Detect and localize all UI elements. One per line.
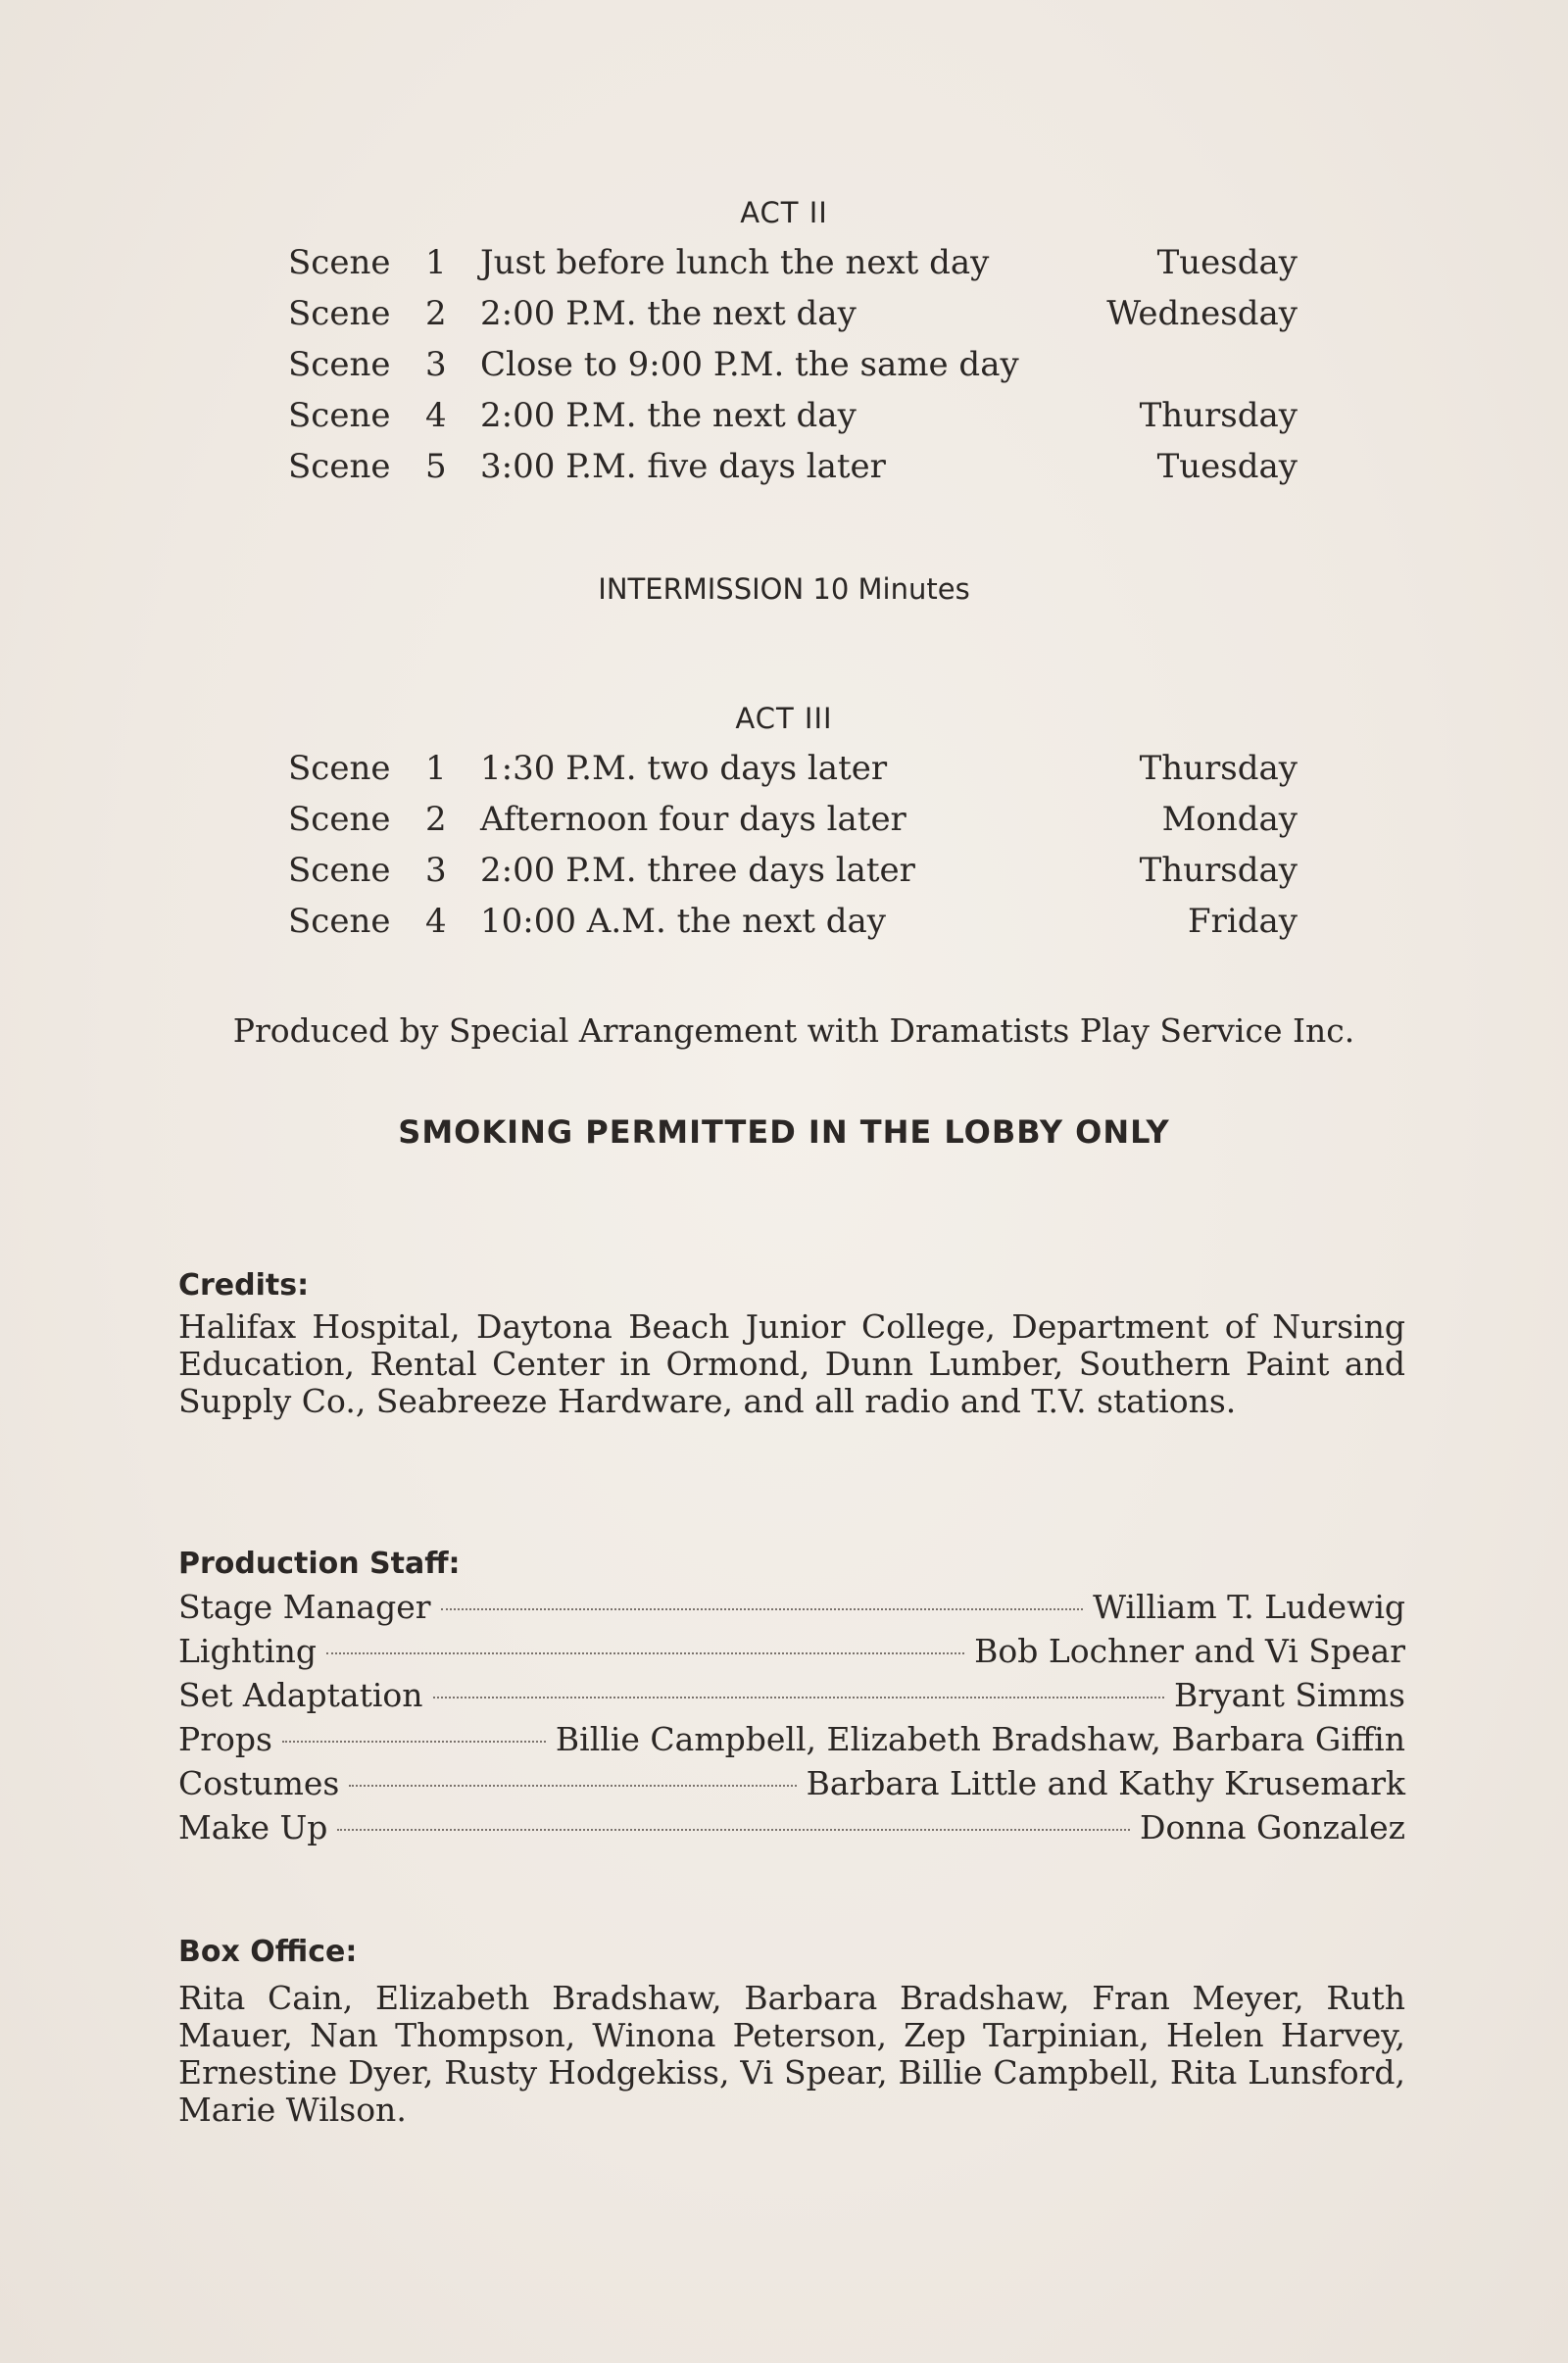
dot-leader xyxy=(282,1741,546,1743)
scene-number: 1 xyxy=(425,243,447,282)
staff-role: Lighting xyxy=(178,1632,318,1670)
scene-day: Tuesday xyxy=(1156,447,1298,486)
scene-description: Afternoon four days later xyxy=(480,800,906,839)
box-office-text: Rita Cain, Elizabeth Bradshaw, Barbara Bradshaw, Fran Meyer, Ruth Mauer, Nan Thompson, Winona Peterson, Zep Tarpinian, Helen Harvey, Ernestine Dyer, Rusty Hodgekiss, Vi Spear, Billie Campbell, Rita Lunsford, Marie Wilson. xyxy=(178,1979,1405,2129)
scene-description: 2:00 P.M. the next day xyxy=(480,396,857,435)
produced-by-line: Produced by Special Arrangement with Dramatists Play Service Inc. xyxy=(232,1011,1355,1050)
scene-label: Scene xyxy=(288,749,391,788)
staff-names: Bob Lochner and Vi Spear xyxy=(974,1632,1405,1670)
scene-label: Scene xyxy=(288,396,391,435)
intermission-notice: INTERMISSION 10 Minutes xyxy=(598,572,970,606)
scene-number: 2 xyxy=(425,294,447,333)
scene-label: Scene xyxy=(288,902,391,941)
act-2-scene-row xyxy=(288,241,1298,284)
staff-role: Props xyxy=(178,1720,272,1758)
scene-description: Just before lunch the next day xyxy=(480,243,990,282)
scene-number: 4 xyxy=(425,396,447,435)
scene-number: 5 xyxy=(425,447,447,486)
scene-day: Thursday xyxy=(1139,396,1298,435)
act-3-scene-row xyxy=(288,798,1298,841)
staff-row xyxy=(178,1806,1405,1849)
act-3-scene-row xyxy=(288,849,1298,892)
scene-day: Friday xyxy=(1188,902,1298,941)
scene-description: 2:00 P.M. three days later xyxy=(480,851,915,890)
act-3-title: ACT III xyxy=(735,702,833,735)
box-office-heading: Box Office: xyxy=(178,1935,358,1969)
staff-role: Costumes xyxy=(178,1764,340,1802)
scene-number: 1 xyxy=(425,749,447,788)
staff-names: Bryant Simms xyxy=(1173,1676,1405,1714)
scene-label: Scene xyxy=(288,294,391,333)
scene-day: Wednesday xyxy=(1106,294,1298,333)
scene-description: 3:00 P.M. five days later xyxy=(480,447,886,486)
dot-leader xyxy=(337,1829,1130,1831)
staff-role: Set Adaptation xyxy=(178,1676,423,1714)
scene-day: Tuesday xyxy=(1156,243,1298,282)
scene-label: Scene xyxy=(288,800,391,839)
dot-leader xyxy=(326,1652,964,1654)
act-2-title: ACT II xyxy=(740,196,828,229)
act-2-scene-row xyxy=(288,343,1298,386)
scene-number: 4 xyxy=(425,902,447,941)
staff-names: Donna Gonzalez xyxy=(1139,1808,1405,1846)
scene-label: Scene xyxy=(288,851,391,890)
scene-number: 2 xyxy=(425,800,447,839)
staff-row xyxy=(178,1762,1405,1805)
scene-number: 3 xyxy=(425,345,447,384)
scene-number: 3 xyxy=(425,851,447,890)
dot-leader xyxy=(349,1785,796,1787)
scene-day: Thursday xyxy=(1139,749,1298,788)
scene-label: Scene xyxy=(288,243,391,282)
scene-label: Scene xyxy=(288,345,391,384)
staff-role: Make Up xyxy=(178,1808,328,1846)
dot-leader xyxy=(441,1608,1084,1610)
scene-description: 1:30 P.M. two days later xyxy=(480,749,888,788)
production-staff-heading: Production Staff: xyxy=(178,1547,461,1581)
staff-role: Stage Manager xyxy=(178,1588,431,1626)
scene-day: Monday xyxy=(1161,800,1298,839)
staff-row xyxy=(178,1718,1405,1761)
staff-row xyxy=(178,1586,1405,1629)
scene-description: Close to 9:00 P.M. the same day xyxy=(480,345,1019,384)
staff-row xyxy=(178,1630,1405,1673)
act-3-scene-row xyxy=(288,900,1298,943)
dot-leader xyxy=(433,1697,1164,1698)
act-2-scene-row xyxy=(288,445,1298,488)
staff-row xyxy=(178,1674,1405,1717)
smoking-notice: SMOKING PERMITTED IN THE LOBBY ONLY xyxy=(398,1113,1170,1151)
staff-names: William T. Ludewig xyxy=(1093,1588,1405,1626)
staff-names: Billie Campbell, Elizabeth Bradshaw, Barbara Giffin xyxy=(555,1720,1405,1758)
act-3-scene-row xyxy=(288,747,1298,790)
scene-description: 2:00 P.M. the next day xyxy=(480,294,857,333)
credits-heading: Credits: xyxy=(178,1268,310,1303)
act-2-scene-row xyxy=(288,292,1298,335)
act-2-scene-row xyxy=(288,394,1298,437)
credits-text: Halifax Hospital, Daytona Beach Junior College, Department of Nursing Education, Rental Center in Ormond, Dunn Lumber, Southern Paint and Supply Co., Seabreeze Hardware, and all radio and T.V. stations. xyxy=(178,1307,1405,1420)
scene-description: 10:00 A.M. the next day xyxy=(480,902,886,941)
scene-label: Scene xyxy=(288,447,391,486)
scene-day: Thursday xyxy=(1139,851,1298,890)
staff-names: Barbara Little and Kathy Krusemark xyxy=(806,1764,1405,1802)
